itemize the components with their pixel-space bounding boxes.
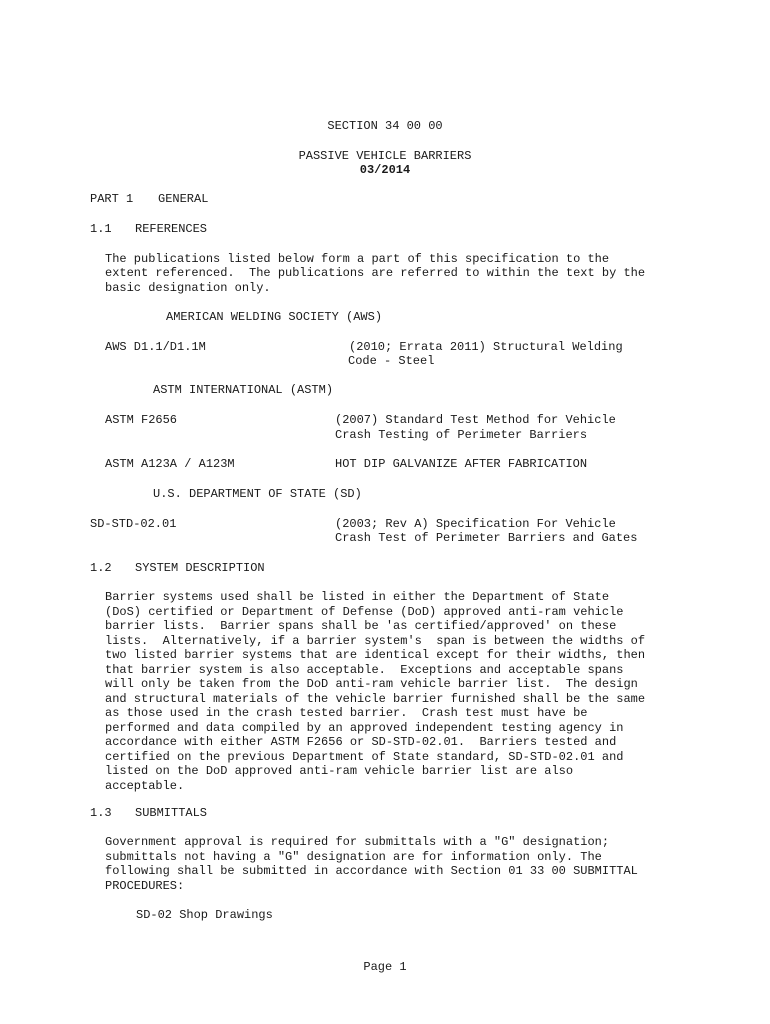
part-number: PART 1 [90,192,134,206]
paragraph-line: (DoS) certified or Department of Defense (DoD) approved anti-ram vehicle [105,604,624,619]
reference-id: AWS D1.1/D1.1M [105,340,206,354]
paragraph-line: will only be taken from the DoD anti-ram vehicle barrier list. The design [105,677,638,691]
paragraph-line: acceptable. [105,778,185,793]
paragraph-line: listed on the DoD approved anti-ram vehicle barrier list are also [105,764,574,778]
paragraph-line: certified on the previous Department of State standard, SD-STD-02.01 and [105,749,624,764]
paragraph-line: barrier lists. Barrier spans shall be 'as certified/approved' on these [105,619,617,633]
paragraph-line: as those used in the crash tested barrier. Crash test must have be [105,706,588,720]
reference-description: HOT DIP GALVANIZE AFTER FABRICATION [335,457,588,471]
paragraph-line: extent referenced. The publications are referred to within the text by the [105,266,646,280]
paragraph-line: that barrier system is also acceptable. Exceptions and acceptable spans [105,662,624,677]
paragraph-line: submittals not having a "G" designation are for information only. The [105,849,602,864]
paragraph-line: performed and data compiled by an approved independent testing agency in [105,720,624,735]
paragraph-line: The publications listed below form a part of this specification to the [105,252,610,266]
reference-description: (2003; Rev A) Specification For Vehicle [335,517,616,531]
document-title: PASSIVE VEHICLE BARRIERS [298,149,472,163]
paragraph-line: and structural materials of the vehicle barrier furnished shall be the same [105,691,646,706]
section-1-1-title: REFERENCES [135,222,208,236]
reference-id: SD-STD-02.01 [90,517,177,531]
reference-id: ASTM A123A / A123M [105,457,235,471]
paragraph-line: basic designation only. [105,281,271,295]
paragraph-line: Barrier systems used shall be listed in either the Department of State [105,590,610,604]
reference-description: Crash Test of Perimeter Barriers and Gates [335,531,638,545]
reference-id: ASTM F2656 [105,413,178,427]
paragraph-line: lists. Alternatively, if a barrier system's span is between the widths of [105,633,646,648]
paragraph-line: accordance with either ASTM F2656 or SD-STD-02.01. Barriers tested and [105,735,617,749]
reference-description: (2010; Errata 2011) Structural Welding [349,340,623,354]
submittal-category-sd02: SD-02 Shop Drawings [136,908,273,922]
section-1-2-title: SYSTEM DESCRIPTION [135,561,265,575]
section-1-3-title: SUBMITTALS [135,806,208,820]
paragraph-line: two listed barrier systems that are identical except for their widths, then [105,648,646,662]
paragraph-line: PROCEDURES: [105,878,185,893]
section-1-2-number: 1.2 [90,561,112,575]
org-heading-astm: ASTM INTERNATIONAL (ASTM) [153,383,334,397]
reference-description: Code - Steel [348,354,435,368]
org-heading-sd: U.S. DEPARTMENT OF STATE (SD) [153,487,362,501]
section-number: SECTION 34 00 00 [327,119,443,133]
section-1-1-number: 1.1 [90,222,112,236]
part-title: GENERAL [158,192,209,206]
page-number: Page 1 [363,960,407,974]
reference-description: (2007) Standard Test Method for Vehicle [335,413,616,427]
document-date: 03/2014 [359,163,411,177]
paragraph-line: Government approval is required for submittals with a "G" designation; [105,835,610,849]
org-heading-aws: AMERICAN WELDING SOCIETY (AWS) [166,310,383,324]
paragraph-line: following shall be submitted in accordance with Section 01 33 00 SUBMITTAL [105,864,638,878]
section-1-3-number: 1.3 [90,806,112,820]
reference-description: Crash Testing of Perimeter Barriers [335,428,588,442]
